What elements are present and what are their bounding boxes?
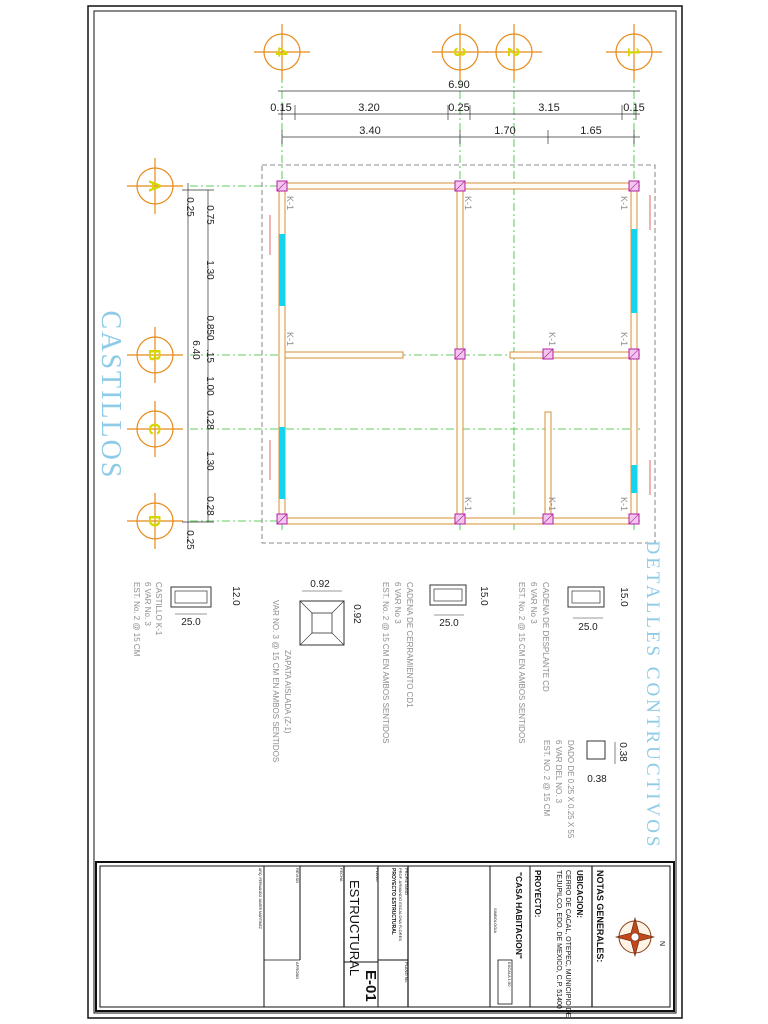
project-name: "CASA HABITACION"	[514, 872, 524, 959]
reviewed-label: REVISO	[295, 868, 300, 884]
z1-width: 0.92	[310, 579, 330, 590]
detail-z1	[271, 579, 362, 762]
column-tag: K-1	[285, 332, 295, 347]
location-label: UBICACION:	[575, 870, 584, 918]
dim-row1-d: 3.15	[538, 102, 560, 114]
dim-inner-2: 1.30	[204, 260, 215, 280]
dado-line-2: 6 VAR DEL NO. 3	[554, 740, 563, 804]
dado-width: 0.38	[617, 742, 628, 762]
cd-width: 25.0	[578, 622, 598, 633]
title-block-text	[258, 868, 605, 1018]
dado-height: 0.38	[587, 774, 607, 785]
z1-height: 0.92	[351, 604, 362, 624]
dim-row1-e: 0.15	[623, 102, 645, 114]
cd-line-2: 6 VAR No 3	[529, 582, 538, 624]
detail-dado	[542, 740, 628, 839]
axis-label-A: A	[145, 179, 164, 193]
axis-letter-labels	[145, 180, 164, 527]
dado-line-1: DADO DE 0.25 X 0.25 X 55	[566, 740, 575, 839]
z1-line-2: VAR NO. 3 @ 15 CM EN AMBOS SENTIDOS	[271, 600, 280, 763]
cd1-line-2: 6 VAR No 3	[393, 582, 402, 624]
north-arrow-icon	[616, 918, 665, 956]
axis-label-1: 1	[624, 47, 643, 57]
owner-label: PROPIETARIO	[404, 868, 409, 896]
axis-label-C: C	[145, 422, 164, 436]
cd-height: 15.0	[618, 587, 629, 607]
axis-label-D: D	[145, 514, 164, 528]
approved-label: APROBO	[295, 962, 300, 980]
dim-inner-1: 0.75	[204, 205, 215, 225]
title-block	[96, 862, 674, 1011]
axis-lines	[190, 75, 640, 530]
dim-total: 6.90	[448, 79, 470, 91]
cd1-height: 15.0	[478, 586, 489, 606]
dim-inner-7: 1.30	[204, 451, 215, 471]
project-label: PROYECTO:	[533, 870, 542, 918]
symbology-label: SIMBOLOGIA	[493, 908, 498, 934]
plan-number: E-01	[362, 970, 379, 1002]
dim-row2-c: 1.65	[580, 125, 602, 137]
plan-name: ESTRUCTURAL	[347, 880, 362, 977]
z1-line-1: ZAPATA AISLADA (Z-1)	[283, 650, 292, 734]
plan-no-label: PLANO No.	[404, 962, 409, 983]
detail-k1	[132, 582, 241, 657]
k1-height: 12.0	[230, 586, 241, 606]
detail-cd1	[381, 582, 489, 744]
dado-line-3: EST. NO. 2 @ 15 CM	[542, 740, 551, 817]
location-line-2: TEJUPILCO, EDO. DE MEXICO, C.P. 51400	[555, 870, 562, 1009]
column-tag: K-1	[463, 497, 473, 512]
owner-name: PROF. ARMANDO ESCALONA FLORES	[398, 868, 403, 941]
axis-number-labels	[272, 47, 643, 57]
column-tag: K-1	[619, 196, 629, 211]
axis-label-4: 4	[272, 47, 291, 57]
dim-inner-3: 0.850	[204, 315, 215, 341]
k1-width: 25.0	[181, 617, 201, 628]
k1-line-3: EST. No. 2 @ 15 CM	[132, 582, 141, 657]
dim-text-horizontal	[270, 79, 644, 137]
location-line-1: CERRO DE CACAL, OTEPEC, MUNICIPIO DE	[564, 870, 571, 1018]
dim-inner-6: 0.28	[204, 410, 215, 430]
dim-outer-bottom: 0.25	[184, 530, 195, 550]
column-tag: K-1	[619, 332, 629, 347]
axis-label-3: 3	[450, 47, 469, 57]
column-tag: K-1	[463, 196, 473, 211]
date-label: FECHA	[339, 868, 344, 882]
column-tag: K-1	[547, 332, 557, 347]
dim-row1-c: 0.25	[448, 102, 470, 114]
details-title: DETALLES CONTRUCTIVOS	[642, 540, 663, 850]
plan-label: PLANO	[375, 868, 380, 882]
cd-line-3: EST. No. 2 @ 15 CM EN AMBOS SENTIDOS	[517, 582, 526, 744]
designer-name: ARQ. FERNANDO JAVIER MARTINEZ	[258, 868, 262, 929]
column-tag: K-1	[547, 497, 557, 512]
cd1-width: 25.0	[439, 618, 459, 629]
dim-row1-a: 0.15	[270, 102, 292, 114]
svg-text:N: N	[658, 941, 665, 947]
dim-row2-b: 1.70	[494, 125, 516, 137]
column-tag: K-1	[285, 196, 295, 211]
notes-title: NOTAS GENERALES:	[595, 870, 605, 963]
dim-outer-top: 0.25	[184, 197, 195, 217]
axis-label-2: 2	[504, 47, 523, 57]
cd-line-1: CADENA DE DESPLANTE CD	[541, 582, 550, 692]
column-tag: K-1	[619, 497, 629, 512]
dim-inner-5: 1.00	[204, 376, 215, 396]
k1-line-1: CASTILLO K-1	[154, 582, 163, 636]
castillos-title: CASTILLOS	[95, 310, 126, 480]
cd1-line-1: CADENA DE CERRAMIENTO CD1	[405, 582, 414, 708]
k1-line-2: 6 VAR No. 3	[143, 582, 152, 626]
dim-inner-4: .15	[204, 349, 215, 363]
cd1-line-3: EST. No. 2 @ 15 CM EN AMBOS SENTIDOS	[381, 582, 390, 744]
dim-row1-b: 3.20	[358, 102, 380, 114]
dim-outer-total: 6.40	[190, 340, 201, 360]
dim-row2-a: 3.40	[359, 125, 381, 137]
project-type: PROYECTO ESTRUCTURAL	[390, 868, 396, 935]
detail-cd	[517, 582, 629, 744]
scale-label: ESCALA 1:50	[507, 962, 512, 987]
axis-label-B: B	[145, 348, 164, 362]
dim-inner-8: 0.28	[204, 496, 215, 516]
dim-text-vertical	[184, 197, 215, 550]
